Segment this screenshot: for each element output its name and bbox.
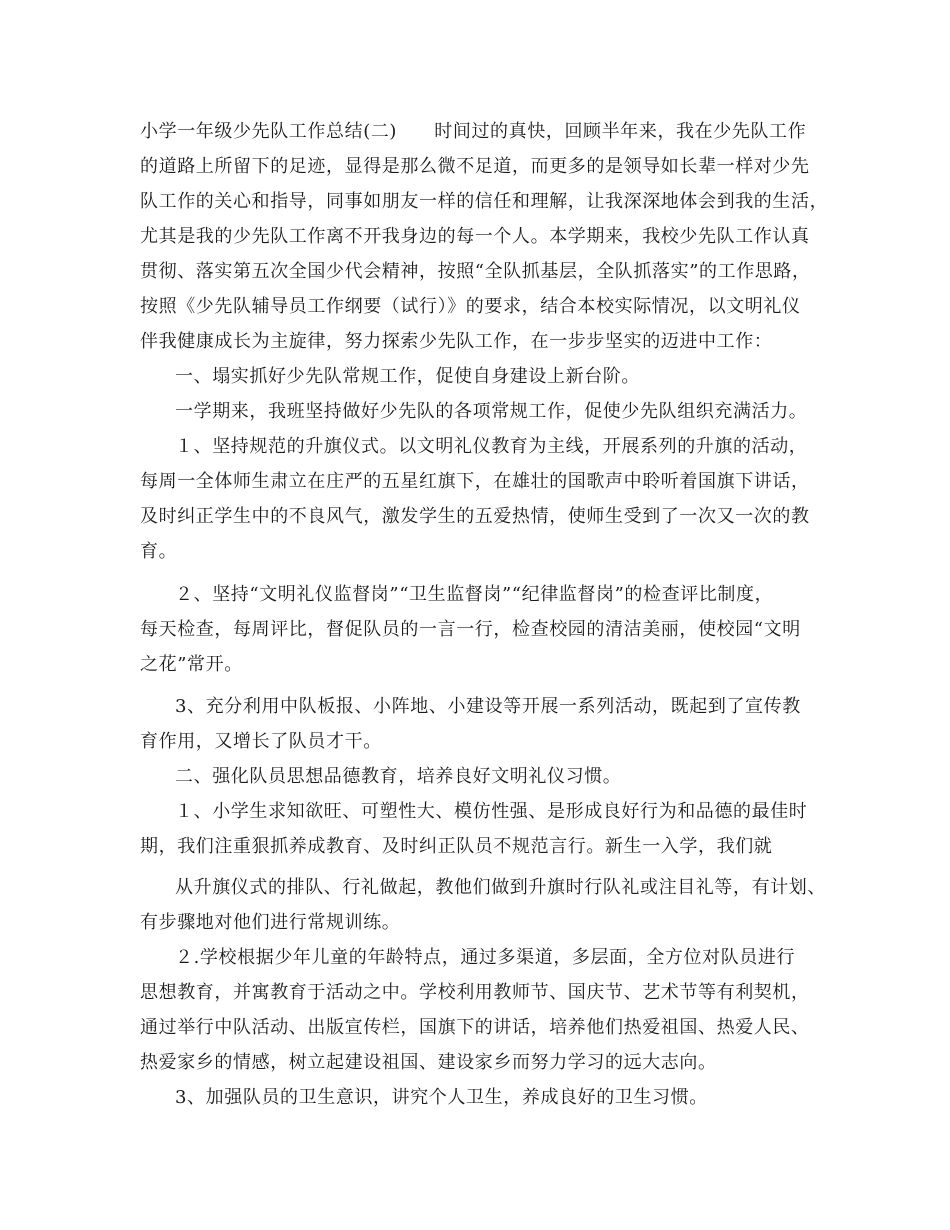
text-line: 每天检查，每周评比，督促队员的一言一行，检查校园的清洁美丽，使校园“文明 <box>140 619 801 640</box>
text-line: 的道路上所留下的足迹，显得是那么微不足道，而更多的是领导如长辈一样对少先 <box>140 156 810 177</box>
text-line: 热爱家乡的情感，树立起建设祖国、建设家乡而努力学习的远大志向。 <box>140 1052 717 1073</box>
text-line: 之花”常开。 <box>140 654 243 675</box>
text-line: 有步骤地对他们进行常规训练。 <box>140 912 401 933</box>
text-line: 从升旗仪式的排队、行礼做起，教他们做到升旗时行队礼或注目礼等，有计划、 <box>175 877 826 898</box>
text-line: 育。 <box>140 541 178 562</box>
text-line: 期，我们注重狠抓养成教育、及时纠正队员不规范言行。新生一入学，我们就 <box>140 836 773 857</box>
text-line: 按照《少先队辅导员工作纲要（试行）》的要求，结合本校实际情况，以文明礼仪 <box>140 296 801 317</box>
text-line: 一学期来，我班坚持做好少先队的各项常规工作，促使少先队组织充满活力。 <box>175 401 808 422</box>
text-line: 思想教育，并寓教育于活动之中。学校利用教师节、国庆节、艺术节等有利契机， <box>140 982 810 1003</box>
text-line: 伴我健康成长为主旋律，努力探索少先队工作，在一步步坚实的迈进中工作： <box>140 331 773 352</box>
text-line: 3、加强队员的卫生意识，讲究个人卫生，养成良好的卫生习惯。 <box>175 1087 708 1108</box>
section-heading: 二、强化队员思想品德教育，培养良好文明礼仪习惯。 <box>175 766 622 787</box>
text-line: 通过举行中队活动、出版宣传栏，国旗下的讲话，培养他们热爱祖国、热爱人民、 <box>140 1017 810 1038</box>
text-line: 队工作的关心和指导，同事如朋友一样的信任和理解，让我深深地体会到我的生活， <box>140 191 829 212</box>
text-line: 小学一年级少先队工作总结(二) 时间过的真快，回顾半年来，我在少先队工作 <box>140 121 807 142</box>
text-line: １、小学生求知欲旺、可塑性大、模仿性强、是形成良好行为和品德的最佳时 <box>175 801 808 822</box>
section-heading: 一、塌实抓好少先队常规工作，促使自身建设上新台阶。 <box>175 366 640 387</box>
text-line: 每周一全体师生肃立在庄严的五星红旗下，在雄壮的国歌声中聆听着国旗下讲话， <box>140 471 810 492</box>
text-line: 3、充分利用中队板报、小阵地、小建设等开展一系列活动，既起到了宣传教 <box>175 696 801 717</box>
text-line: 及时纠正学生中的不良风气，激发学生的五爱热情，使师生受到了一次又一次的教 <box>140 506 810 527</box>
text-line: ２.学校根据少年儿童的年龄特点，通过多渠道，多层面，全方位对队员进行 <box>175 947 796 968</box>
text-line: １、坚持规范的升旗仪式。以文明礼仪教育为主线，开展系列的升旗的活动， <box>175 436 808 457</box>
text-line: 育作用，又增长了队员才干。 <box>140 731 382 752</box>
text-line: ２、坚持“文明礼仪监督岗”“卫生监督岗”“纪律监督岗”的检查评比制度， <box>175 584 774 605</box>
text-line: 尤其是我的少先队工作离不开我身边的每一个人。本学期来，我校少先队工作认真 <box>140 226 810 247</box>
text-line: 贯彻、落实第五次全国少代会精神，按照“全队抓基层，全队抓落实”的工作思路， <box>140 261 811 282</box>
